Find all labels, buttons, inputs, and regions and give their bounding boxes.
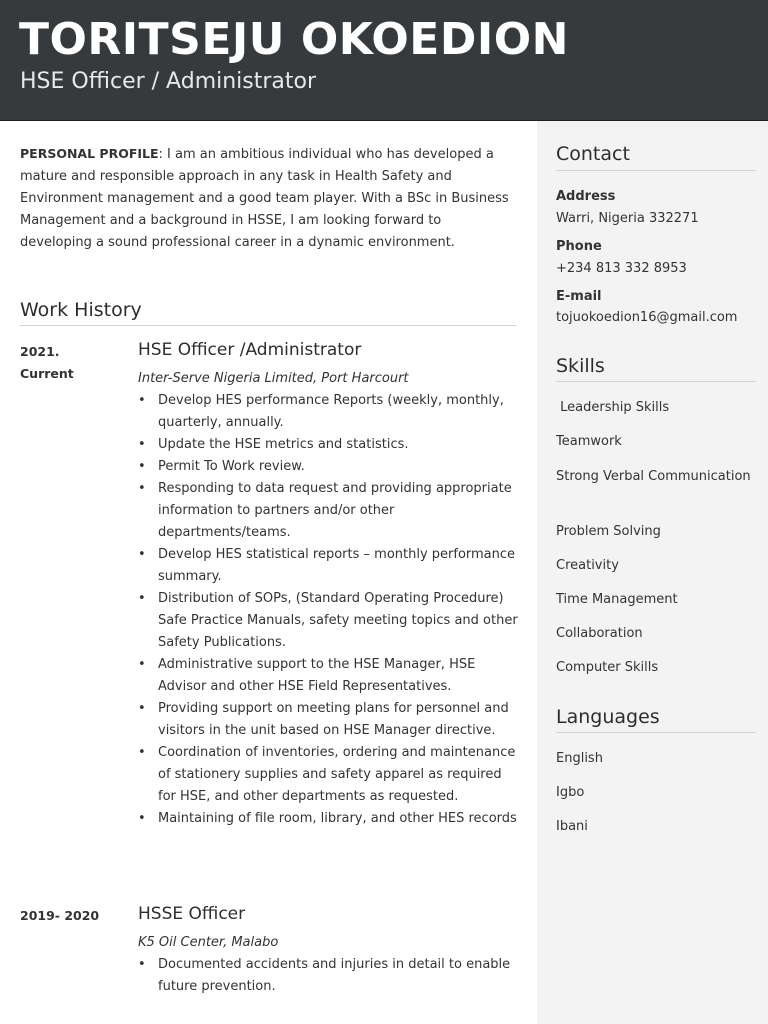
bullet-icon: •: [138, 745, 146, 760]
list-item: [138, 588, 518, 654]
language-item: English: [556, 751, 603, 766]
job-date-end: Current: [20, 366, 74, 381]
list-item: [138, 808, 518, 830]
job-date: [20, 905, 99, 927]
contact-title: Contact: [556, 143, 630, 165]
language-item: Ibani: [556, 819, 588, 834]
personal-profile: [20, 143, 512, 254]
job-date-start: 2021.: [20, 344, 60, 359]
duty-text: Administrative support to the HSE Manager, HSE Advisor and other HSE Field Representatives.: [158, 657, 476, 694]
duty-text: Responding to data request and providing appropriate information to partners and/or other departments/teams.: [158, 481, 512, 540]
bullet-icon: •: [138, 591, 146, 606]
bullet-icon: •: [138, 957, 146, 972]
duty-text: Maintaining of file room, library, and other HES records: [158, 811, 517, 826]
bullet-icon: •: [138, 657, 146, 672]
duty-text: Update the HSE metrics and statistics.: [158, 437, 409, 452]
contact-divider: [556, 170, 756, 171]
duty-text: Permit To Work review.: [158, 459, 305, 474]
list-item: [138, 698, 518, 742]
bullet-icon: •: [138, 547, 146, 562]
bullet-icon: •: [138, 701, 146, 716]
duty-text: Distribution of SOPs, (Standard Operating Procedure) Safe Practice Manuals, safety meeting topics and other Safety Publications.: [158, 591, 518, 650]
bullet-icon: •: [138, 437, 146, 452]
skill-item: Computer Skills: [556, 660, 659, 675]
duty-text: Coordination of inventories, ordering and maintenance of stationery supplies and safety apparel as required for HSE, and other departments as requested.: [158, 745, 516, 804]
skills-divider: [556, 381, 756, 382]
profile-label: PERSONAL PROFILE: [20, 146, 159, 161]
duty-text: Documented accidents and injuries in detail to enable future prevention.: [158, 957, 511, 994]
candidate-title: HSE Officer / Administrator: [20, 69, 317, 94]
job-company: K5 Oil Center, Malabo: [138, 935, 279, 950]
bullet-icon: •: [138, 459, 146, 474]
phone-value: +234 813 332 8953: [556, 261, 687, 276]
list-item: [138, 742, 518, 808]
bullet-icon: •: [138, 811, 146, 826]
job-date-range: 2019- 2020: [20, 908, 100, 923]
bullet-icon: •: [138, 393, 146, 408]
job-duties: [138, 954, 518, 998]
work-history-title: Work History: [20, 299, 142, 321]
duty-text: Develop HES statistical reports – monthly performance summary.: [158, 547, 516, 584]
profile-text: : I am an ambitious individual who has developed a mature and responsible approach in any task in Health Safety and Environment management and a good team player. With a BSc in Business Management and a background in HSSE, I am looking forward to developing a sound professional career in a dynamic environment.: [20, 147, 509, 250]
job-company: Inter-Serve Nigeria Limited, Port Harcourt: [138, 371, 409, 386]
skill-item: Teamwork: [556, 434, 622, 449]
list-item: [138, 954, 518, 998]
language-item: Igbo: [556, 785, 585, 800]
job-duties: [138, 390, 518, 830]
list-item: [138, 654, 518, 698]
skill-item: Strong Verbal Communication: [556, 469, 751, 484]
bullet-icon: •: [138, 481, 146, 496]
languages-divider: [556, 732, 756, 733]
list-item: [138, 434, 518, 456]
duty-text: Providing support on meeting plans for personnel and visitors in the unit based on HSE Manager directive.: [158, 701, 509, 738]
languages-title: Languages: [556, 706, 660, 728]
skill-item: Leadership Skills: [556, 400, 670, 415]
email-value: tojuokoedion16@gmail.com: [556, 310, 738, 325]
email-label: E-mail: [556, 289, 602, 304]
address-label: Address: [556, 189, 616, 204]
list-item: [138, 390, 518, 434]
list-item: [138, 478, 518, 544]
skill-item: Time Management: [556, 592, 678, 607]
candidate-name: TORITSEJU OKOEDION: [19, 14, 569, 65]
skill-item: Collaboration: [556, 626, 643, 641]
address-value: Warri, Nigeria 332271: [556, 211, 699, 226]
job-role: HSE Officer /Administrator: [138, 340, 362, 360]
duty-text: Develop HES performance Reports (weekly, monthly, quarterly, annually.: [158, 393, 504, 430]
list-item: [138, 456, 518, 478]
skill-item: Problem Solving: [556, 524, 661, 539]
job-role: HSSE Officer: [138, 904, 246, 924]
resume-header: [0, 0, 768, 121]
skill-item: Creativity: [556, 558, 619, 573]
job-date: [20, 341, 74, 385]
skills-title: Skills: [556, 355, 605, 377]
phone-label: Phone: [556, 239, 602, 254]
list-item: [138, 544, 518, 588]
work-history-divider: [20, 325, 516, 326]
